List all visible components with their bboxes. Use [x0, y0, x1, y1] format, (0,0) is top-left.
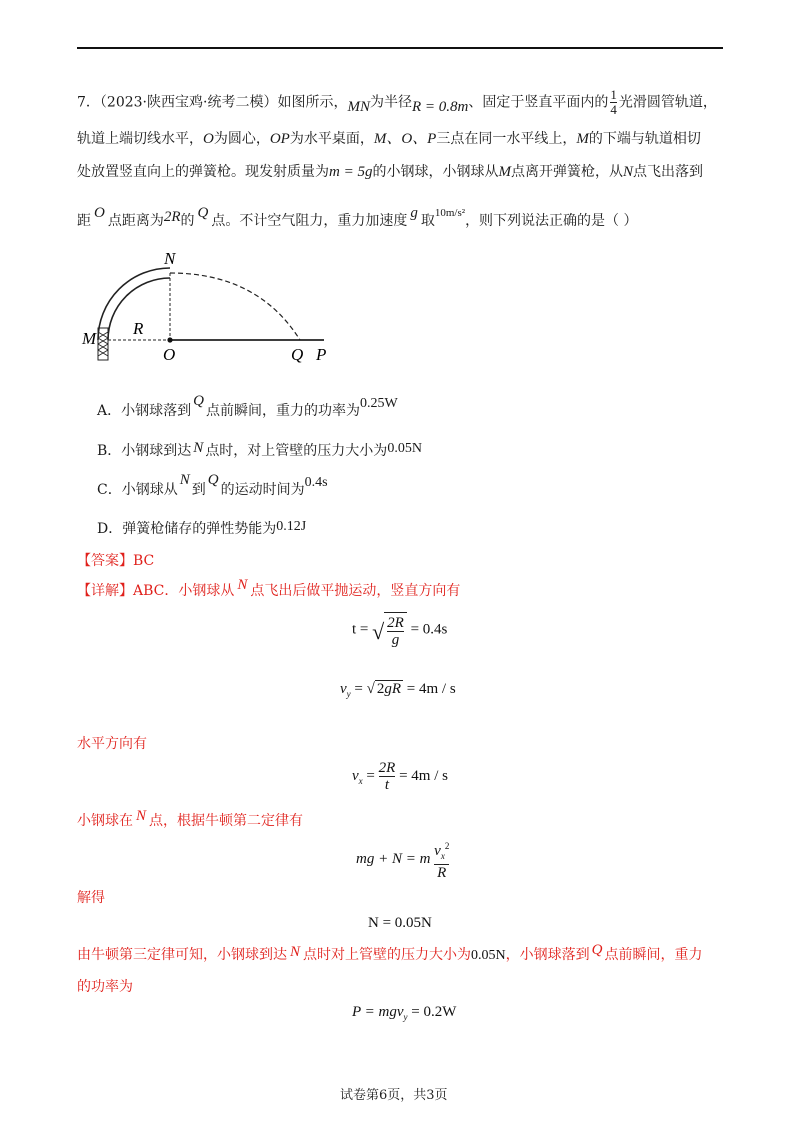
spring-gun-hatch — [98, 328, 108, 360]
page-footer: 试卷第6页，共3页 — [340, 1088, 448, 1103]
equation-P: P = mgv$_y$ = 0.2W — [352, 1004, 457, 1022]
option-b: B．小钢球到达 N 点时，对上管壁的压力大小为0.05N — [97, 440, 422, 459]
question-line-1: 7．（2023·陕西宝鸡·统考二模）如图所示，MN为半径R = 0.8m、固定于竖直平面内的 $\frac{1}{4}$ 光滑圆管轨道， — [77, 87, 717, 117]
label-R: R — [133, 319, 144, 338]
header-rule — [77, 47, 723, 49]
answer-label: 【答案】BC — [77, 553, 155, 569]
third-law-line-2: 的功率为 — [77, 979, 133, 995]
option-a: A．小钢球落到Q点前瞬间，重力的功率为0.25W — [97, 393, 398, 419]
option-c: C．小钢球从N到Q的运动时间为0.4s — [97, 472, 328, 498]
label-O: O — [163, 345, 176, 364]
trajectory-figure — [78, 248, 348, 368]
equation-vx: $v_x$ = $\frac{2R}{t}$ = 4m / s — [352, 760, 448, 793]
label-N: N — [164, 249, 176, 268]
detail-line-1: 【详解】ABC．小钢球从 N 点飞出后做平抛运动，竖直方向有 — [77, 577, 461, 599]
option-d: D．弹簧枪储存的弹性势能为0.12J — [97, 519, 307, 537]
equation-t: t = √ $\frac{2R}{g}$ = 0.4s — [352, 612, 447, 648]
question-line-3: 处放置竖直向上的弹簧枪。现发射质量为m = 5g的小钢球，小钢球从M点离开弹簧枪，从N点飞出落到 — [77, 164, 703, 180]
center-point-O — [167, 337, 172, 342]
label-M: M — [82, 329, 97, 348]
newton2-line: 小钢球在 N 点，根据牛顿第二定律有 — [77, 808, 304, 829]
solve-label: 解得 — [77, 890, 105, 906]
label-P: P — [316, 345, 327, 364]
third-law-line-1: 由牛顿第三定律可知，小钢球到达 N 点时对上管壁的压力大小为0.05N，小钢球落到 Q 点前瞬间，重力 — [77, 942, 703, 963]
label-Q: Q — [291, 345, 304, 364]
equation-N: N = 0.05N — [368, 915, 432, 931]
equation-vy: $v_y$ = √ 2gR = 4m / s — [340, 681, 456, 699]
question-line-4: 距 O 点距离为2R的 Q 点。不计空气阻力，重力加速度 g 取$^{10m/s^2}$，则下列说法正确的是（ ） — [77, 205, 638, 229]
equation-newton: mg + N = m $\frac{v_x^2}{R}$ — [356, 841, 450, 881]
question-line-2: 轨道上端切线水平，O为圆心，OP为水平桌面，M、O、P三点在同一水平线上，M的下端与轨道相切 — [77, 131, 701, 147]
horizontal-label: 水平方向有 — [77, 736, 147, 752]
parabola-dashed — [170, 273, 300, 340]
